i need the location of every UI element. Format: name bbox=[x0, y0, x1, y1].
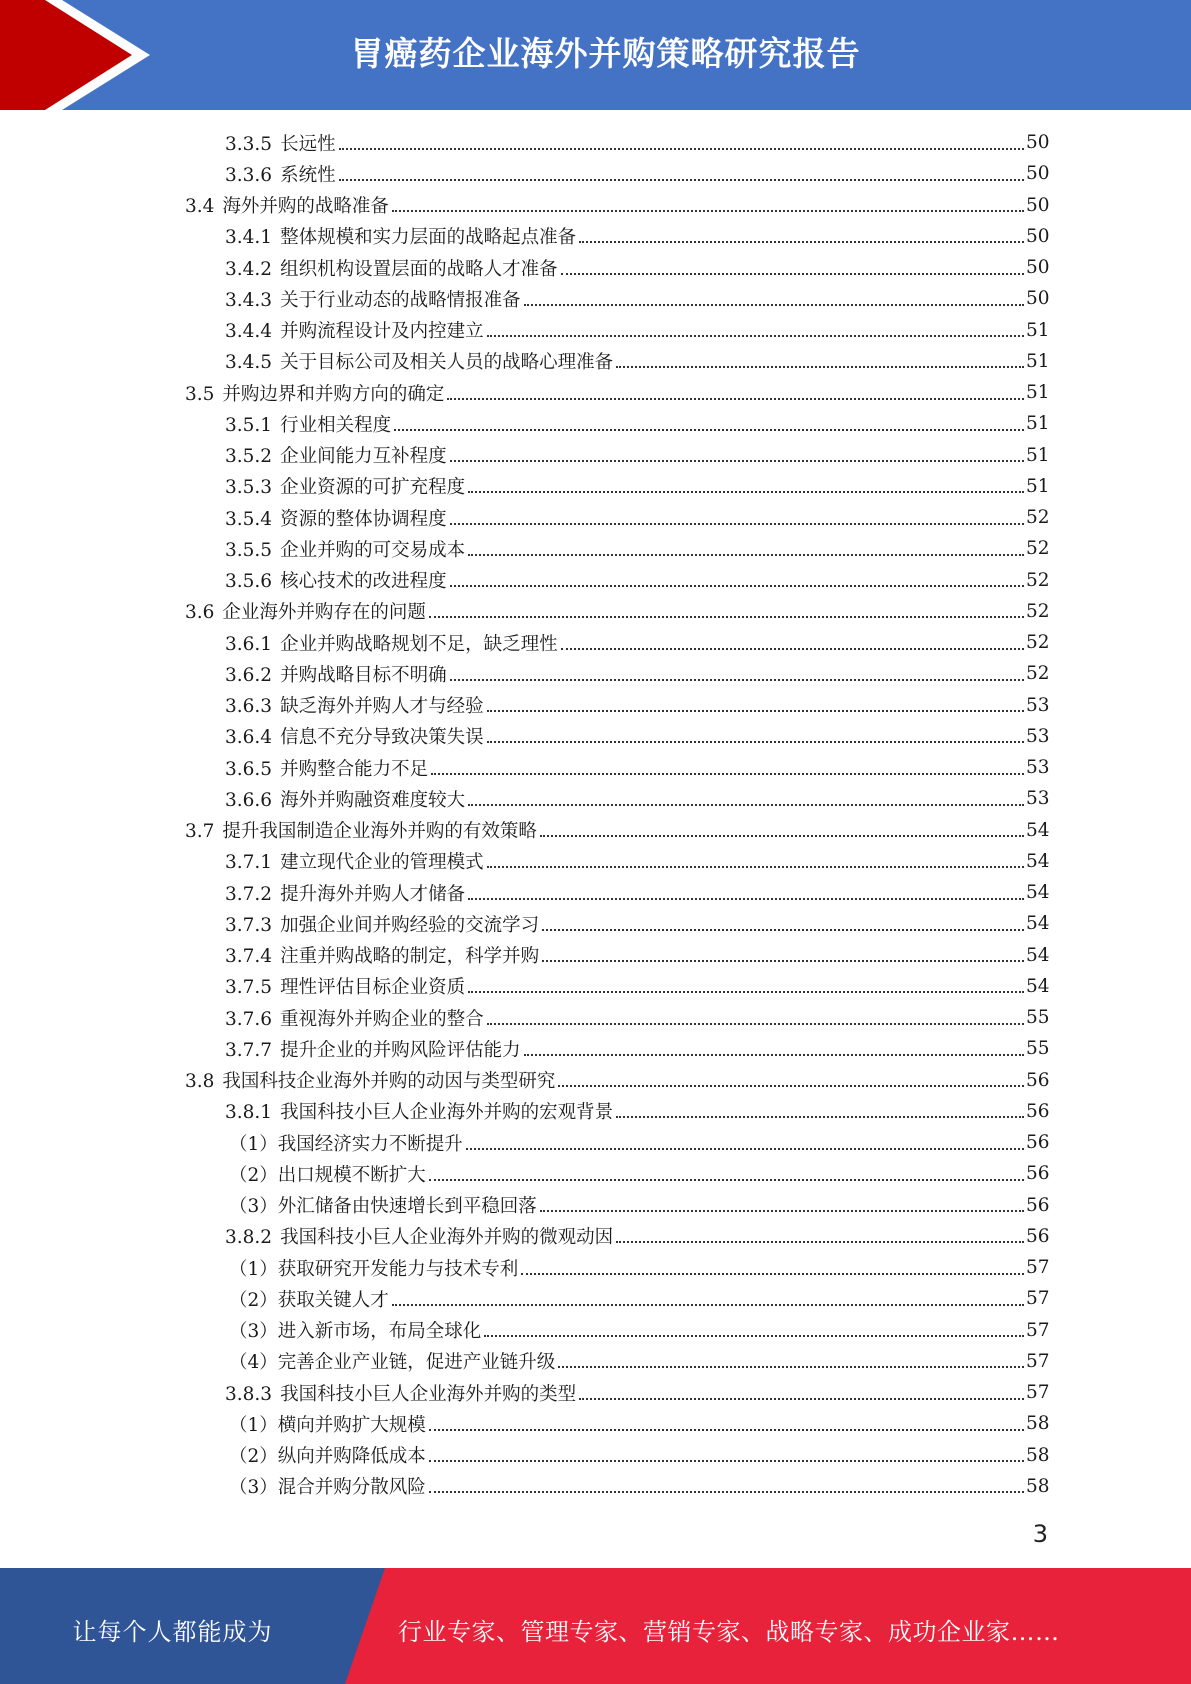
toc-entry-number: 3.4.2 bbox=[225, 258, 273, 280]
toc-entry-label: （4）完善企业产业链，促进产业链升级 bbox=[229, 1352, 556, 1374]
toc-entry[interactable] bbox=[0, 1002, 1048, 1033]
toc-entry-number: 3.7 bbox=[185, 821, 215, 843]
toc-entry-page: 52 bbox=[1026, 632, 1050, 654]
toc-entry-title bbox=[225, 130, 336, 156]
toc-dot-leader bbox=[616, 366, 1024, 368]
toc-entry-label: 理性评估目标企业资质 bbox=[280, 977, 466, 999]
toc-entry-label: 整体规模和实力层面的战略起点准备 bbox=[280, 227, 577, 249]
toc-dot-leader bbox=[447, 398, 1024, 400]
toc-entry-label: 海外并购融资难度较大 bbox=[280, 789, 466, 811]
toc-entry-label: 并购战略目标不明确 bbox=[280, 664, 447, 686]
toc-entry-title bbox=[225, 567, 447, 593]
toc-entry-label: 我国科技小巨人企业海外并购的类型 bbox=[280, 1383, 577, 1405]
toc-entry-page: 55 bbox=[1026, 1007, 1050, 1029]
toc-entry-page: 52 bbox=[1026, 538, 1050, 560]
toc-entry-page: 51 bbox=[1026, 350, 1050, 372]
toc-entry-label: 提升我国制造企业海外并购的有效策略 bbox=[222, 821, 537, 843]
toc-dot-leader bbox=[540, 1210, 1024, 1212]
toc-entry[interactable] bbox=[0, 1471, 1048, 1502]
toc-entry-page: 53 bbox=[1026, 694, 1050, 716]
toc-entry-page: 54 bbox=[1026, 944, 1050, 966]
toc-entry-number: 3.5.6 bbox=[225, 571, 273, 593]
toc-entry-label: 企业并购战略规划不足，缺乏理性 bbox=[280, 633, 558, 655]
toc-dot-leader bbox=[468, 804, 1024, 806]
toc-entry-title bbox=[185, 1067, 555, 1093]
toc-dot-leader bbox=[466, 1148, 1024, 1150]
toc-entry-title bbox=[225, 161, 336, 187]
toc-entry-number: 3.7.2 bbox=[225, 883, 273, 905]
toc-dot-leader bbox=[487, 710, 1024, 712]
toc-entry[interactable] bbox=[0, 877, 1048, 908]
toc-entry-page: 57 bbox=[1026, 1382, 1050, 1404]
toc-entry-page: 58 bbox=[1026, 1413, 1050, 1435]
toc-entry-number: 3.7.1 bbox=[225, 852, 273, 874]
toc-entry[interactable] bbox=[0, 1283, 1048, 1314]
toc-dot-leader bbox=[616, 1241, 1024, 1243]
toc-entry[interactable] bbox=[0, 721, 1048, 752]
toc-entry-title bbox=[185, 817, 537, 843]
toc-entry[interactable] bbox=[0, 127, 1048, 158]
toc-entry-page: 55 bbox=[1026, 1038, 1050, 1060]
toc-entry[interactable] bbox=[0, 658, 1048, 689]
toc-entry-label: 长远性 bbox=[280, 133, 336, 155]
toc-entry-number: 3.6.2 bbox=[225, 664, 273, 686]
toc-entry-page: 52 bbox=[1026, 507, 1050, 529]
toc-entry[interactable] bbox=[0, 471, 1048, 502]
toc-entry-number: 3.8.3 bbox=[225, 1383, 273, 1405]
toc-entry-page: 56 bbox=[1026, 1225, 1050, 1247]
toc-entry-page: 56 bbox=[1026, 1100, 1050, 1122]
toc-entry-page: 50 bbox=[1026, 288, 1050, 310]
toc-entry[interactable] bbox=[0, 1033, 1048, 1064]
toc-entry-page: 57 bbox=[1026, 1288, 1050, 1310]
toc-entry-number: 3.5.2 bbox=[225, 446, 273, 468]
toc-entry-number: 3.4 bbox=[185, 196, 215, 218]
toc-entry-title bbox=[229, 1348, 555, 1374]
footer-slogan-right: 行业专家、管理专家、营销专家、战略专家、成功企业家…… bbox=[398, 1618, 1060, 1646]
toc-entry-number: 3.7.7 bbox=[225, 1039, 273, 1061]
toc-dot-leader bbox=[487, 866, 1024, 868]
toc-entry-title bbox=[225, 911, 539, 937]
toc-dot-leader bbox=[429, 616, 1024, 618]
toc-entry-label: （3）混合并购分散风险 bbox=[229, 1477, 426, 1499]
toc-entry-label: 并购整合能力不足 bbox=[280, 758, 429, 780]
toc-entry-page: 51 bbox=[1026, 444, 1050, 466]
toc-entry-label: （2）出口规模不断扩大 bbox=[229, 1164, 426, 1186]
toc-entry-label: （1）我国经济实力不断提升 bbox=[229, 1133, 463, 1155]
toc-dot-leader bbox=[468, 554, 1024, 556]
toc-entry-title bbox=[225, 661, 447, 687]
page-number: 3 bbox=[1032, 1520, 1048, 1548]
toc-dot-leader bbox=[561, 648, 1024, 650]
toc-entry[interactable] bbox=[0, 190, 1048, 221]
toc-entry-title bbox=[225, 692, 484, 718]
toc-entry-label: 重视海外并购企业的整合 bbox=[280, 1008, 484, 1030]
toc-entry-title bbox=[225, 1036, 521, 1062]
toc-entry-title bbox=[185, 192, 389, 218]
toc-entry-label: 提升海外并购人才储备 bbox=[280, 883, 466, 905]
toc-entry-page: 54 bbox=[1026, 975, 1050, 997]
toc-entry-title bbox=[225, 1223, 613, 1249]
toc-entry-page: 57 bbox=[1026, 1257, 1050, 1279]
toc-entry[interactable] bbox=[0, 690, 1048, 721]
toc-entry-page: 57 bbox=[1026, 1319, 1050, 1341]
toc-dot-leader bbox=[540, 835, 1024, 837]
footer-banner bbox=[0, 1568, 1191, 1684]
toc-entry-number: 3.8.2 bbox=[225, 1227, 273, 1249]
toc-entry-title bbox=[229, 1317, 481, 1343]
toc-entry-title bbox=[185, 598, 426, 624]
toc-entry-page: 56 bbox=[1026, 1132, 1050, 1154]
toc-entry-number: 3.7.4 bbox=[225, 946, 273, 968]
toc-entry-number: 3.6.3 bbox=[225, 696, 273, 718]
toc-entry[interactable] bbox=[0, 1190, 1048, 1221]
toc-dot-leader bbox=[558, 1366, 1024, 1368]
toc-entry[interactable] bbox=[0, 596, 1048, 627]
toc-entry-label: 企业间能力互补程度 bbox=[280, 446, 447, 468]
toc-dot-leader bbox=[429, 1460, 1024, 1462]
toc-entry-title bbox=[225, 505, 447, 531]
toc-entry[interactable] bbox=[0, 1440, 1048, 1471]
toc-entry-label: 企业并购的可交易成本 bbox=[280, 539, 466, 561]
toc-entry-number: 3.5 bbox=[185, 383, 215, 405]
toc-dot-leader bbox=[542, 960, 1024, 962]
toc-entry-page: 52 bbox=[1026, 600, 1050, 622]
toc-entry[interactable] bbox=[0, 940, 1048, 971]
toc-entry[interactable] bbox=[0, 408, 1048, 439]
toc-entry-label: 注重并购战略的制定，科学并购 bbox=[280, 946, 540, 968]
toc-entry-label: 我国科技企业海外并购的动因与类型研究 bbox=[222, 1071, 556, 1093]
toc-entry-title bbox=[225, 848, 484, 874]
toc-entry-title bbox=[225, 473, 465, 499]
toc-entry-title bbox=[225, 880, 465, 906]
toc-entry-page: 51 bbox=[1026, 382, 1050, 404]
toc-entry[interactable] bbox=[0, 315, 1048, 346]
toc-entry[interactable] bbox=[0, 377, 1048, 408]
toc-dot-leader bbox=[524, 304, 1024, 306]
toc-entry-number: 3.5.3 bbox=[225, 477, 273, 499]
toc-entry-number: 3.4.4 bbox=[225, 321, 273, 343]
toc-dot-leader bbox=[487, 1023, 1024, 1025]
toc-entry-title bbox=[229, 1161, 426, 1187]
toc-entry-page: 50 bbox=[1026, 257, 1050, 279]
toc-entry-title bbox=[229, 1255, 518, 1281]
toc-entry-label: 企业海外并购存在的问题 bbox=[222, 602, 426, 624]
toc-entry[interactable] bbox=[0, 1096, 1048, 1127]
toc-entry[interactable] bbox=[0, 1252, 1048, 1283]
toc-entry-label: 提升企业的并购风险评估能力 bbox=[280, 1039, 521, 1061]
toc-dot-leader bbox=[450, 679, 1024, 681]
toc-entry-title bbox=[225, 411, 391, 437]
toc-dot-leader bbox=[392, 1304, 1024, 1306]
toc-entry-title bbox=[225, 755, 428, 781]
toc-entry-label: 核心技术的改进程度 bbox=[280, 571, 447, 593]
toc-entry[interactable] bbox=[0, 1408, 1048, 1439]
toc-entry-label: 并购边界和并购方向的确定 bbox=[222, 383, 445, 405]
table-of-contents bbox=[0, 127, 1191, 1502]
toc-entry-label: 加强企业间并购经验的交流学习 bbox=[280, 914, 540, 936]
toc-entry-title bbox=[225, 942, 539, 968]
toc-entry[interactable] bbox=[0, 221, 1048, 252]
toc-entry-label: 缺乏海外并购人才与经验 bbox=[280, 696, 484, 718]
toc-entry-label: 海外并购的战略准备 bbox=[222, 196, 389, 218]
toc-entry-page: 54 bbox=[1026, 913, 1050, 935]
toc-entry-number: 3.5.1 bbox=[225, 414, 273, 436]
toc-entry-title bbox=[229, 1130, 463, 1156]
toc-entry-page: 54 bbox=[1026, 882, 1050, 904]
toc-entry-label: 关于目标公司及相关人员的战略心理准备 bbox=[280, 352, 614, 374]
toc-entry-number: 3.7.3 bbox=[225, 914, 273, 936]
toc-entry-page: 53 bbox=[1026, 725, 1050, 747]
toc-entry[interactable] bbox=[0, 1377, 1048, 1408]
footer-slogan-left: 让每个人都能成为 bbox=[72, 1618, 273, 1646]
toc-dot-leader bbox=[450, 460, 1024, 462]
toc-dot-leader bbox=[431, 773, 1024, 775]
toc-entry-page: 51 bbox=[1026, 413, 1050, 435]
toc-entry-number: 3.6.1 bbox=[225, 633, 273, 655]
toc-entry-title bbox=[225, 442, 447, 468]
toc-entry-title bbox=[229, 1286, 389, 1312]
toc-dot-leader bbox=[468, 898, 1024, 900]
toc-entry-label: 企业资源的可扩充程度 bbox=[280, 477, 466, 499]
toc-entry[interactable] bbox=[0, 158, 1048, 189]
toc-entry-title bbox=[185, 380, 444, 406]
toc-entry-label: 组织机构设置层面的战略人才准备 bbox=[280, 258, 558, 280]
toc-entry-number: 3.3.5 bbox=[225, 133, 273, 155]
toc-dot-leader bbox=[429, 1429, 1024, 1431]
toc-entry-number: 3.6.6 bbox=[225, 789, 273, 811]
toc-entry[interactable] bbox=[0, 1127, 1048, 1158]
toc-entry-number: 3.6.5 bbox=[225, 758, 273, 780]
toc-entry-title bbox=[225, 1098, 613, 1124]
toc-entry[interactable] bbox=[0, 815, 1048, 846]
toc-entry[interactable] bbox=[0, 627, 1048, 658]
toc-entry[interactable] bbox=[0, 1065, 1048, 1096]
toc-entry[interactable] bbox=[0, 565, 1048, 596]
toc-entry-title bbox=[225, 786, 465, 812]
toc-dot-leader bbox=[394, 429, 1024, 431]
toc-entry-title bbox=[229, 1473, 426, 1499]
toc-entry-page: 51 bbox=[1026, 319, 1050, 341]
toc-dot-leader bbox=[392, 210, 1024, 212]
toc-entry[interactable] bbox=[0, 1158, 1048, 1189]
toc-entry-title bbox=[225, 223, 576, 249]
toc-dot-leader bbox=[542, 929, 1024, 931]
toc-entry-title bbox=[229, 1192, 537, 1218]
toc-entry-page: 50 bbox=[1026, 163, 1050, 185]
toc-entry-page: 51 bbox=[1026, 475, 1050, 497]
toc-entry-label: 我国科技小巨人企业海外并购的微观动因 bbox=[280, 1227, 614, 1249]
toc-entry-label: （3）外汇储备由快速增长到平稳回落 bbox=[229, 1196, 537, 1218]
toc-entry-title bbox=[225, 536, 465, 562]
toc-entry-page: 50 bbox=[1026, 132, 1050, 154]
toc-entry-title bbox=[229, 1442, 426, 1468]
toc-entry-title bbox=[225, 286, 521, 312]
toc-entry-title bbox=[225, 255, 558, 281]
toc-dot-leader bbox=[487, 335, 1024, 337]
toc-entry[interactable] bbox=[0, 440, 1048, 471]
toc-entry-label: 我国科技小巨人企业海外并购的宏观背景 bbox=[280, 1102, 614, 1124]
toc-entry[interactable] bbox=[0, 1315, 1048, 1346]
toc-dot-leader bbox=[579, 1398, 1024, 1400]
toc-dot-leader bbox=[339, 179, 1024, 181]
toc-entry-page: 56 bbox=[1026, 1194, 1050, 1216]
toc-entry-page: 54 bbox=[1026, 819, 1050, 841]
toc-dot-leader bbox=[450, 585, 1024, 587]
toc-entry[interactable] bbox=[0, 502, 1048, 533]
toc-entry-number: 3.6.4 bbox=[225, 727, 273, 749]
toc-entry-label: 系统性 bbox=[280, 164, 336, 186]
toc-entry-label: （1）横向并购扩大规模 bbox=[229, 1414, 426, 1436]
toc-entry-title bbox=[225, 317, 484, 343]
toc-entry-page: 54 bbox=[1026, 850, 1050, 872]
toc-entry-page: 53 bbox=[1026, 757, 1050, 779]
header-banner bbox=[0, 0, 1191, 110]
toc-entry[interactable] bbox=[0, 252, 1048, 283]
toc-entry-number: 3.8.1 bbox=[225, 1102, 273, 1124]
toc-entry-page: 58 bbox=[1026, 1444, 1050, 1466]
toc-entry-number: 3.5.5 bbox=[225, 539, 273, 561]
toc-dot-leader bbox=[487, 741, 1024, 743]
toc-dot-leader bbox=[616, 1116, 1024, 1118]
toc-entry[interactable] bbox=[0, 533, 1048, 564]
toc-entry-number: 3.5.4 bbox=[225, 508, 273, 530]
toc-dot-leader bbox=[339, 148, 1024, 150]
toc-entry-title bbox=[225, 723, 484, 749]
toc-entry-number: 3.3.6 bbox=[225, 164, 273, 186]
toc-entry-page: 53 bbox=[1026, 788, 1050, 810]
toc-dot-leader bbox=[429, 1491, 1024, 1493]
toc-dot-leader bbox=[524, 1054, 1024, 1056]
toc-entry-label: 行业相关程度 bbox=[280, 414, 392, 436]
toc-dot-leader bbox=[484, 1335, 1024, 1337]
toc-entry[interactable] bbox=[0, 752, 1048, 783]
toc-entry-page: 56 bbox=[1026, 1163, 1050, 1185]
toc-dot-leader bbox=[468, 491, 1024, 493]
toc-entry-title bbox=[225, 1380, 576, 1406]
toc-entry-label: 信息不充分导致决策失误 bbox=[280, 727, 484, 749]
toc-entry-number: 3.4.5 bbox=[225, 352, 273, 374]
toc-entry-number: 3.7.6 bbox=[225, 1008, 273, 1030]
toc-dot-leader bbox=[579, 241, 1024, 243]
toc-entry-number: 3.4.3 bbox=[225, 289, 273, 311]
toc-dot-leader bbox=[561, 273, 1024, 275]
toc-dot-leader bbox=[558, 1085, 1024, 1087]
toc-entry-label: 建立现代企业的管理模式 bbox=[280, 852, 484, 874]
document-title: 胃癌药企业海外并购策略研究报告 bbox=[350, 34, 861, 73]
toc-entry-title bbox=[225, 348, 613, 374]
toc-entry[interactable] bbox=[0, 971, 1048, 1002]
toc-entry-page: 52 bbox=[1026, 569, 1050, 591]
toc-entry[interactable] bbox=[0, 783, 1048, 814]
toc-entry-number: 3.4.1 bbox=[225, 227, 273, 249]
toc-entry[interactable] bbox=[0, 908, 1048, 939]
toc-dot-leader bbox=[521, 1273, 1024, 1275]
toc-dot-leader bbox=[468, 991, 1024, 993]
toc-entry-number: 3.7.5 bbox=[225, 977, 273, 999]
toc-entry-title bbox=[225, 973, 465, 999]
toc-entry-label: （2）获取关键人才 bbox=[229, 1289, 389, 1311]
toc-entry[interactable] bbox=[0, 283, 1048, 314]
toc-entry-label: （1）获取研究开发能力与技术专利 bbox=[229, 1258, 519, 1280]
toc-entry-page: 58 bbox=[1026, 1475, 1050, 1497]
toc-dot-leader bbox=[429, 1179, 1024, 1181]
toc-entry[interactable] bbox=[0, 1346, 1048, 1377]
toc-entry-label: 关于行业动态的战略情报准备 bbox=[280, 289, 521, 311]
toc-entry-label: 并购流程设计及内控建立 bbox=[280, 321, 484, 343]
toc-entry-title bbox=[225, 1005, 484, 1031]
toc-entry[interactable] bbox=[0, 1221, 1048, 1252]
toc-entry[interactable] bbox=[0, 846, 1048, 877]
toc-entry-page: 50 bbox=[1026, 225, 1050, 247]
toc-entry-page: 56 bbox=[1026, 1069, 1050, 1091]
toc-entry-number: 3.6 bbox=[185, 602, 215, 624]
toc-entry-page: 50 bbox=[1026, 194, 1050, 216]
toc-entry-number: 3.8 bbox=[185, 1071, 215, 1093]
toc-entry-page: 52 bbox=[1026, 663, 1050, 685]
toc-entry-title bbox=[225, 630, 558, 656]
toc-dot-leader bbox=[450, 523, 1024, 525]
toc-entry[interactable] bbox=[0, 346, 1048, 377]
toc-entry-label: （3）进入新市场，布局全球化 bbox=[229, 1321, 482, 1343]
toc-entry-label: （2）纵向并购降低成本 bbox=[229, 1446, 426, 1468]
toc-entry-title bbox=[229, 1411, 426, 1437]
toc-entry-label: 资源的整体协调程度 bbox=[280, 508, 447, 530]
toc-entry-page: 57 bbox=[1026, 1350, 1050, 1372]
